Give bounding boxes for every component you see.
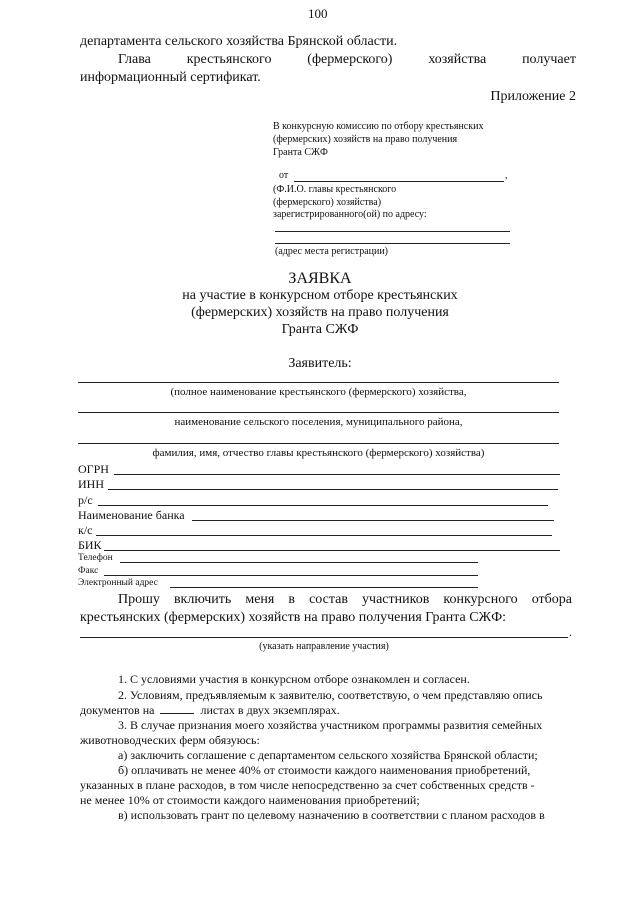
request-word: включить: [173, 592, 232, 607]
from-comma: ,: [505, 170, 508, 181]
term-b1: б) оплачивать не менее 40% от стоимости каждого наименования приобретений,: [118, 763, 531, 777]
term-b2: указанных в плане расходов, в том числе непосредственно за счет собственных средств -: [80, 778, 535, 792]
direction-hint: (указать направление участия): [259, 641, 389, 652]
inn-label: ИНН: [78, 477, 104, 491]
term-2a: 2. Условиям, предъявляемым к заявителю, соответствую, о чем представляю опись: [118, 688, 543, 702]
phone-line: [120, 562, 478, 563]
from-line: [294, 181, 504, 182]
bik-line: [104, 550, 560, 551]
email-label: Электронный адрес: [78, 578, 158, 588]
heading-line-2: (фермерских) хозяйств на право получения: [191, 305, 449, 320]
request-word: в: [288, 592, 296, 607]
term-2b: [80, 703, 340, 717]
from-hint-1: (Ф.И.О. главы крестьянского: [273, 184, 397, 195]
direction-line: [80, 637, 568, 638]
page-number: 100: [308, 6, 328, 21]
term-a: а) заключить соглашение с департаментом сельского хозяйства Брянской области;: [118, 748, 538, 762]
from-hint-2: (фермерского) хозяйства): [273, 197, 382, 208]
hint-full-name: (полное наименование крестьянского (фермерского) хозяйства,: [170, 386, 467, 398]
phone-label: Телефон: [78, 553, 113, 563]
inn-line: [108, 489, 558, 490]
top-line-2-word: получает: [522, 52, 576, 67]
applicant-label: Заявитель:: [288, 356, 352, 371]
request-word: Прошу: [118, 592, 160, 607]
bank-line: [192, 520, 554, 521]
applicant-line-2: [78, 412, 559, 413]
heading-line-1: на участие в конкурсном отборе крестьянских: [182, 288, 458, 303]
term-2b-pre: документов на: [80, 703, 155, 717]
bank-label: Наименование банка: [78, 508, 185, 522]
ks-line: [96, 535, 552, 536]
direction-dot: .: [569, 625, 572, 639]
top-line-2-word: хозяйства: [428, 52, 487, 67]
top-line-3: информационный сертификат.: [80, 70, 261, 85]
fax-label: Факс: [78, 566, 99, 576]
request-word: участников: [362, 592, 430, 607]
addressee-line-2: (фермерских) хозяйств на право получения: [273, 134, 458, 145]
request-word: меня: [245, 592, 275, 607]
request-word: состав: [309, 592, 348, 607]
rs-line: [98, 505, 548, 506]
hint-head: фамилия, имя, отчество главы крестьянского (фермерского) хозяйства): [152, 447, 485, 459]
top-line-2-word: крестьянского: [186, 52, 272, 67]
document-title: ЗАЯВКА: [288, 270, 352, 287]
term-3a: 3. В случае признания моего хозяйства участником программы развития семейных: [118, 718, 543, 732]
ks-label: к/с: [78, 523, 93, 537]
registered-label: зарегистрированного(ой) по адресу:: [273, 209, 427, 220]
address-line-2: [275, 243, 510, 244]
hint-settlement: наименование сельского поселения, муниципального района,: [174, 416, 463, 428]
address-line-1: [275, 231, 510, 232]
top-line-1: департамента сельского хозяйства Брянской области.: [80, 34, 398, 49]
top-line-2-word: Глава: [118, 52, 151, 67]
term-2b-post: листах в двух экземплярах.: [200, 703, 340, 717]
email-line: [170, 587, 478, 588]
from-label: от: [279, 170, 289, 181]
request-line-1: [118, 592, 572, 608]
fax-line: [104, 575, 478, 576]
addressee-line-3: Гранта СЖФ: [273, 147, 328, 158]
term-v: в) использовать грант по целевому назначению в соответствии с планом расходов в: [118, 808, 545, 822]
top-line-2: [118, 52, 576, 68]
applicant-line-1: [78, 382, 559, 383]
ogrn-line: [114, 474, 560, 475]
appendix-label: Приложение 2: [490, 89, 576, 104]
heading-line-3: Гранта СЖФ: [281, 322, 359, 337]
address-hint: (адрес места регистрации): [275, 246, 389, 257]
ogrn-label: ОГРН: [78, 462, 109, 476]
top-line-2-word: (фермерского): [307, 52, 393, 67]
sheet-count-blank: [160, 703, 194, 714]
request-line-2: крестьянских (фермерских) хозяйств на право получения Гранта СЖФ:: [80, 610, 507, 625]
rs-label: р/с: [78, 493, 93, 507]
term-3b: животноводческих ферм обязуюсь:: [80, 733, 260, 747]
addressee-line-1: В конкурсную комиссию по отбору крестьянских: [273, 121, 484, 132]
request-word: отбора: [531, 592, 572, 607]
applicant-line-3: [78, 443, 559, 444]
request-word: конкурсного: [443, 592, 518, 607]
term-1: 1. С условиями участия в конкурсном отборе ознакомлен и согласен.: [118, 672, 470, 686]
bik-label: БИК: [78, 538, 102, 552]
term-b3: не менее 10% от стоимости каждого наименования приобретений;: [80, 793, 420, 807]
